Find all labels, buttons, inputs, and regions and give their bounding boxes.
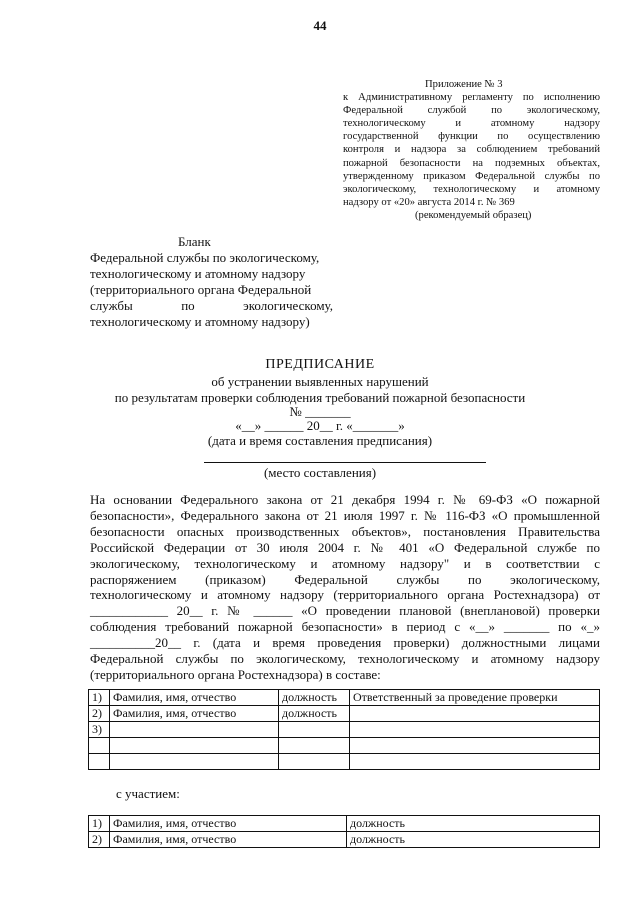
order-subtitle: по результатам проверки соблюдения требований пожарной безопасности [114,390,526,405]
body-line: (территориального органа Ростехнадзора) в составе: [90,666,381,682]
body-line: __________20__ г. (дата и время проведения проверки) должностными лицами [90,635,600,651]
appendix-line: контроля и надзора за соблюдением требований [343,144,600,156]
name-cell: Фамилия, имя, отчество [110,690,279,706]
body-line: технологическому и атомному надзору (территориального органа Ростехнадзора) от [90,587,600,603]
sample-note: (рекомендуемый образец) [415,209,532,221]
appendix-line: пожарной безопасности на подземных объектах, [343,157,600,169]
participants-table [88,815,600,848]
inspectors-table [88,689,600,770]
letterhead-line: Федеральной службы по экологическому, [90,250,320,265]
position-cell: должность [279,690,350,706]
body-line: Российской Федерации от 30 июля 2004 г. № 401 «О Федеральной службе по [90,539,600,555]
role-cell [350,706,600,722]
appendix-line: государственной функции по осуществлению [343,131,600,143]
order-date-caption: (дата и время составления предписания) [207,433,433,448]
body-line: Федеральной службы по экологическому, технологическому и атомному надзору [90,651,600,667]
body-line: соблюдения требований пожарной безопасности» в период с «__» _______ по «_» [90,619,600,635]
role-cell [350,754,600,770]
row-number: 1) [89,690,110,706]
participants-label: с участием: [116,786,180,801]
table-row [89,722,600,738]
table-row [89,690,600,706]
letterhead-line: службы по экологическому, [90,298,333,313]
body-line: ____________ 20__ г. № ______ «О проведении плановой (внеплановой) проверки [90,603,600,619]
body-line: На основании Федерального закона от 21 декабря 1994 г. № 69-ФЗ «О пожарной [90,492,600,507]
role-cell: Ответственный за проведение проверки [350,690,600,706]
row-number [89,754,110,770]
name-cell: Фамилия, имя, отчество [110,816,347,832]
body-line: экологическому, технологическому и атомному надзору" и в соответствии с [90,555,600,571]
position-cell: должность [279,706,350,722]
row-number: 2) [89,832,110,848]
appendix-line: технологическому и атомному надзору [343,118,600,130]
order-subtitle: об устранении выявленных нарушений [211,374,429,389]
order-place-caption: (место составления) [263,465,377,480]
table-row [89,706,600,722]
row-number: 1) [89,816,110,832]
order-title: ПРЕДПИСАНИЕ [265,357,375,372]
order-body [90,492,600,683]
appendix-block [343,78,600,222]
row-number: 2) [89,706,110,722]
position-cell: должность [347,832,600,848]
order-number: № _______ [289,404,351,419]
row-number [89,738,110,754]
name-cell [110,738,279,754]
letterhead-line: технологическому и атомному надзору) [90,314,310,329]
appendix-line: надзору от «20» августа 2014 г. № 369 [343,196,515,208]
appendix-line: утвержденному приказом Федеральной службы по [343,170,600,182]
role-cell [350,738,600,754]
appendix-line: к Административному регламенту по исполнению [343,92,600,104]
body-line: безопасности опасных производственных объектов», постановления Правительства [90,523,600,539]
appendix-line: Федеральной службой по экологическому, [343,105,600,117]
name-cell [110,722,279,738]
table-row [89,816,600,832]
position-cell [279,738,350,754]
letterhead-label: Бланк [178,234,211,249]
table-row [89,754,600,770]
letterhead-line: технологическому и атомному надзору [90,266,306,281]
row-number: 3) [89,722,110,738]
table-row [89,832,600,848]
position-cell [279,754,350,770]
name-cell [110,754,279,770]
place-underline [204,462,486,463]
name-cell: Фамилия, имя, отчество [110,706,279,722]
table-row [89,738,600,754]
name-cell: Фамилия, имя, отчество [110,832,347,848]
letterhead-line: (территориального органа Федеральной [90,282,312,297]
appendix-line: экологическому, технологическому и атомному [343,183,600,195]
position-cell [279,722,350,738]
body-line: безопасности», Федерального закона от 21 июля 1997 г. № 116-ФЗ «О промышленной [90,507,600,523]
appendix-title: Приложение № 3 [425,79,503,90]
role-cell [350,722,600,738]
letterhead-org [90,250,333,330]
page-number: 44 [313,18,327,33]
order-date: «__» ______ 20__ г. «_______» [235,418,405,433]
body-line: распоряжением (приказом) Федеральной службы по экологическому, [90,571,600,587]
position-cell: должность [347,816,600,832]
